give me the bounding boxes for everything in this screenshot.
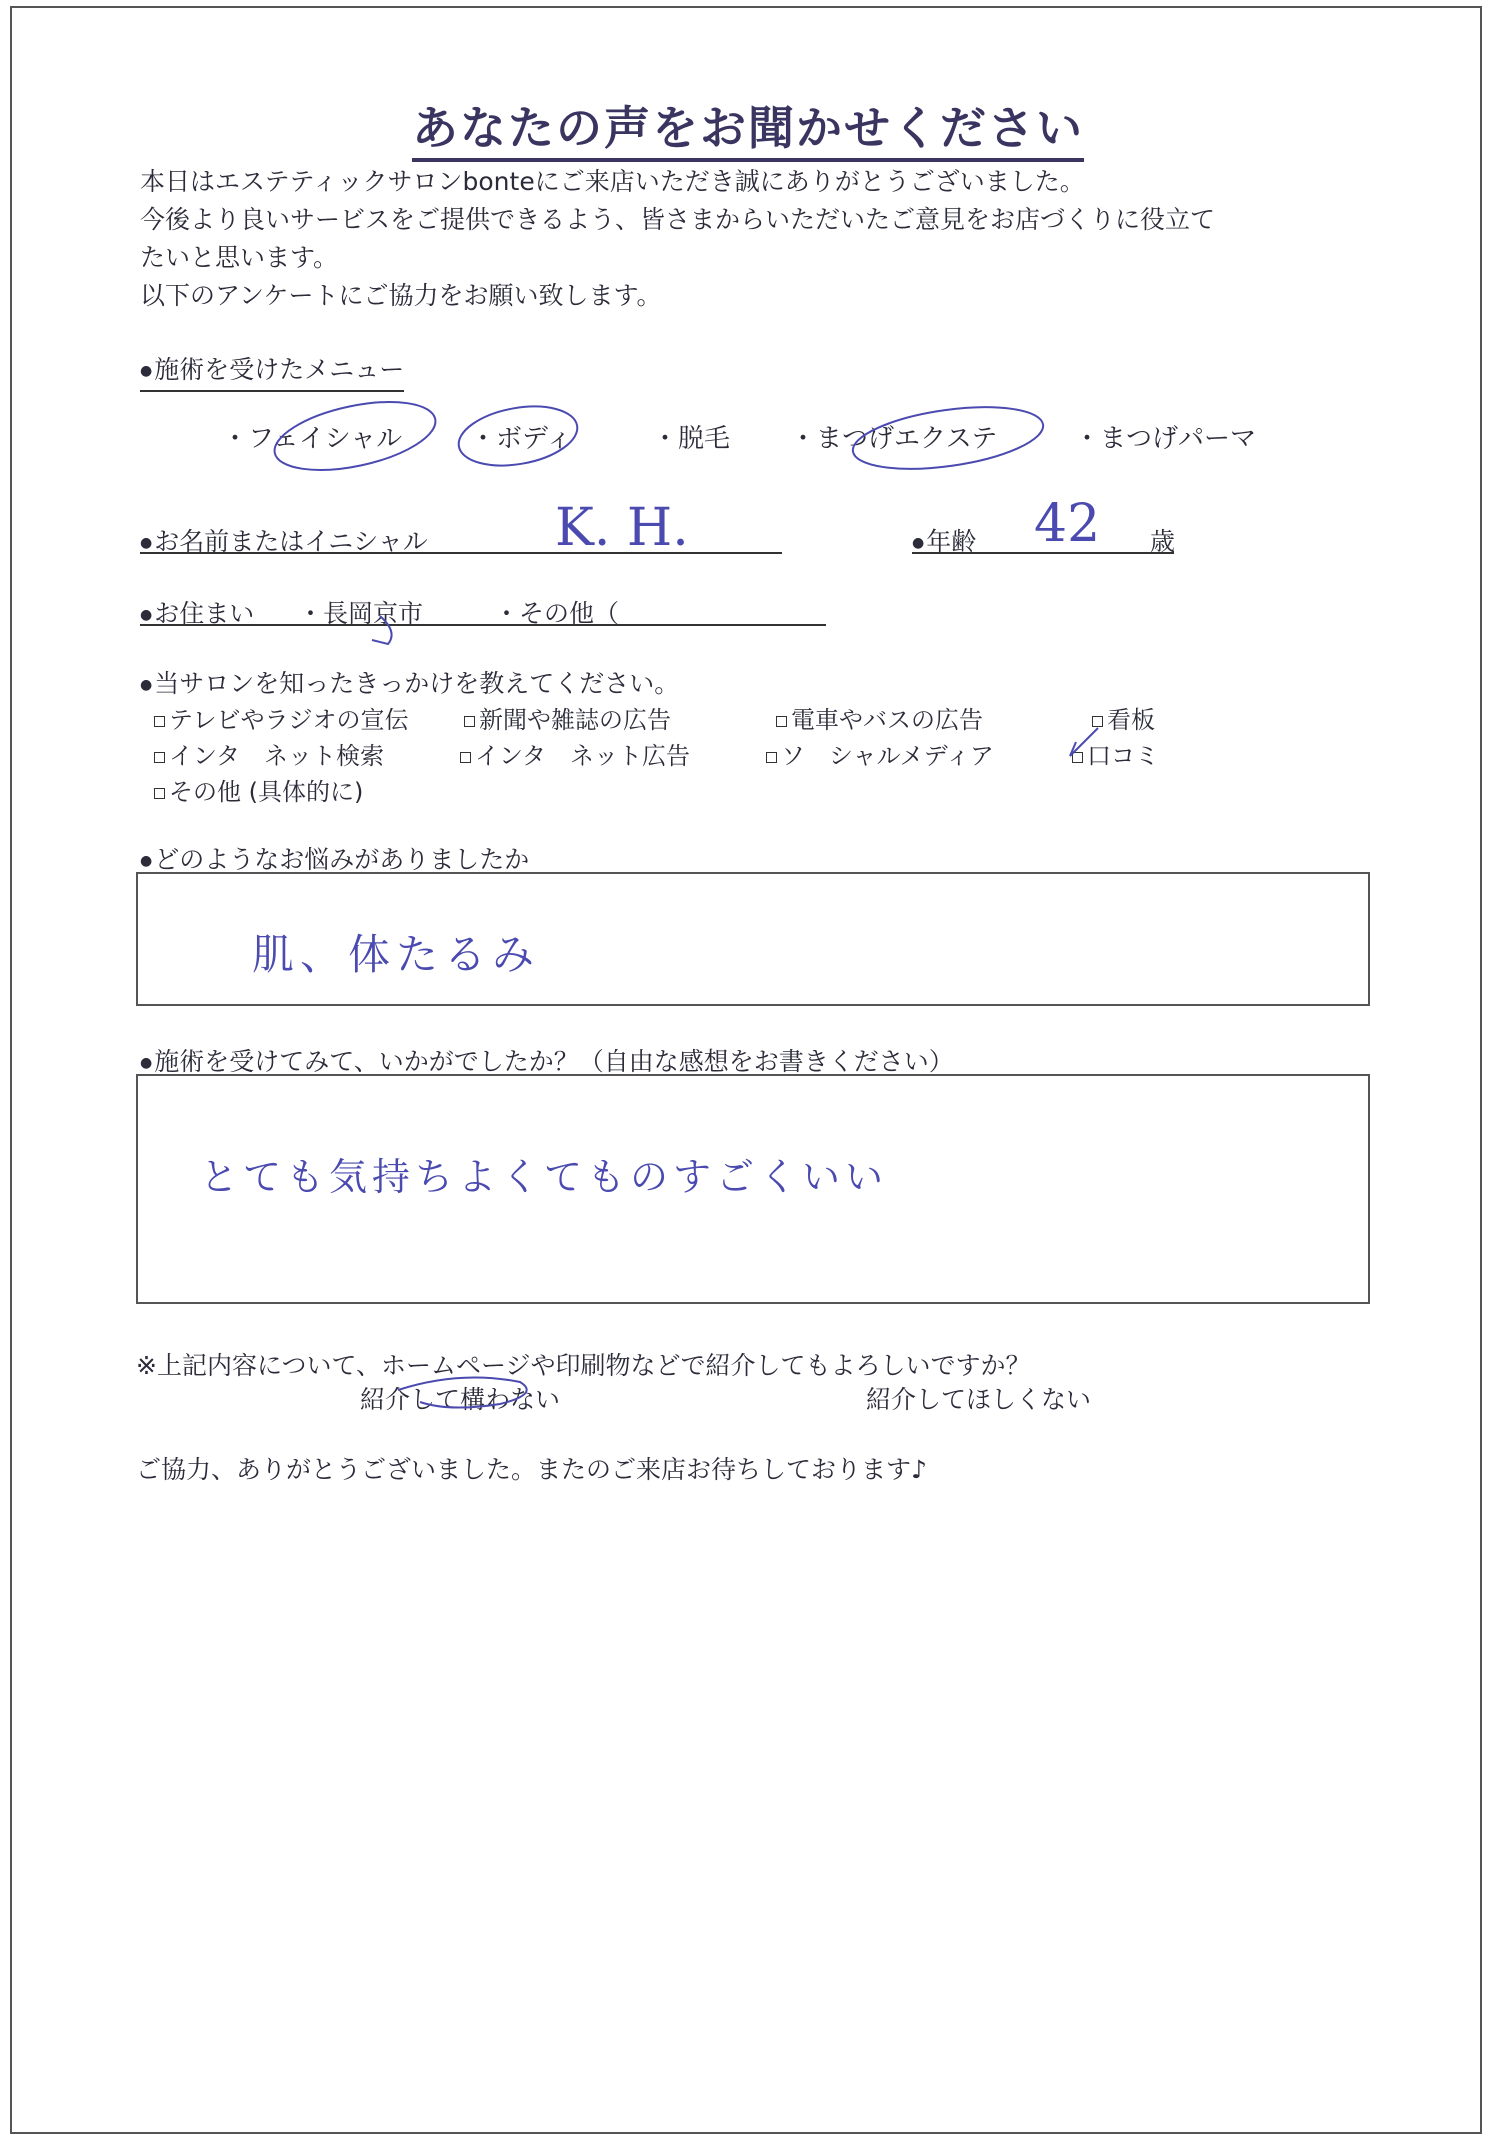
menu-option-eyelash-extension[interactable]: ・まつげエクステ [790, 424, 998, 454]
age-unit: 歳 [1150, 527, 1176, 556]
intro-line-1: 本日はエステティックサロンbonteにご来店いただき誠にありがとうございました。 [140, 167, 1085, 196]
source-option-label: インタ ネット検索 [169, 742, 385, 770]
closing-message: ご協力、ありがとうございました。またのご来店お待ちしております♪ [136, 1455, 927, 1484]
source-option-label: その他 (具体的に) [169, 778, 364, 806]
intro-line-4: 以下のアンケートにご協力をお願い致します。 [140, 281, 662, 310]
source-option-label: 電車やバスの広告 [791, 706, 983, 734]
circle-consent-yes [398, 1378, 527, 1408]
source-option-label: 看板 [1107, 706, 1155, 734]
source-option-label: 新聞や雑誌の広告 [479, 706, 671, 734]
source-option-label: インタ ネット広告 [475, 742, 691, 770]
consent-question: ※上記内容について、ホームページや印刷物などで紹介してもよろしいですか？ [136, 1351, 1031, 1380]
source-option-label: 口コミ [1087, 742, 1159, 770]
intro-line-3: たいと思います。 [140, 243, 339, 272]
circle-facial [269, 390, 442, 483]
menu-option-hair-removal[interactable]: ・脱毛 [652, 424, 731, 454]
residence-option-nagaokakyo[interactable]: ・長岡京市 [298, 599, 424, 628]
residence-label: ● お住まい [140, 594, 254, 630]
check-nagaokakyo [372, 616, 392, 644]
menu-option-facial[interactable]: ・フェイシャル [222, 424, 403, 454]
residence-option-other[interactable]: ・その他（ [494, 599, 620, 628]
menu-label: ● 施術を受けたメニュー [140, 350, 404, 392]
circle-eyelash-extension [849, 397, 1047, 479]
consent-yes[interactable]: 紹介して構わない [360, 1385, 561, 1414]
check-word-of-mouth [1070, 728, 1098, 756]
circle-body [454, 398, 582, 474]
consent-no[interactable]: 紹介してほしくない [866, 1385, 1092, 1414]
page-title: あなたの声をお聞かせください [412, 100, 1084, 162]
intro-line-2: 今後より良いサービスをご提供できるよう、皆さまからいただいたご意見をお店づくりに役立て [140, 205, 1216, 234]
name-label: ● お名前またはイニシャル [140, 522, 428, 558]
source-label: ● 当サロンを知ったきっかけを教えてください。 [140, 664, 679, 700]
age-value[interactable]: 42 [1034, 494, 1101, 554]
concern-answer: 肌、体たるみ [252, 930, 541, 979]
concern-label: ● どのようなお悩みがありましたか [140, 840, 529, 876]
source-option-label: テレビやラジオの宣伝 [169, 706, 409, 734]
source-option-label: ソ シャルメディア [781, 742, 994, 770]
impression-answer: とても気持ちよくてものすごくいい [200, 1155, 889, 1199]
name-value[interactable]: K. H. [555, 498, 689, 558]
menu-option-eyelash-perm[interactable]: ・まつげパーマ [1074, 424, 1257, 454]
impression-label: ● 施術を受けてみて、いかがでしたか？（自由な感想をお書きください） [140, 1042, 954, 1078]
menu-option-body[interactable]: ・ボディ [470, 424, 572, 454]
age-label: ● 年齢 [912, 522, 976, 558]
